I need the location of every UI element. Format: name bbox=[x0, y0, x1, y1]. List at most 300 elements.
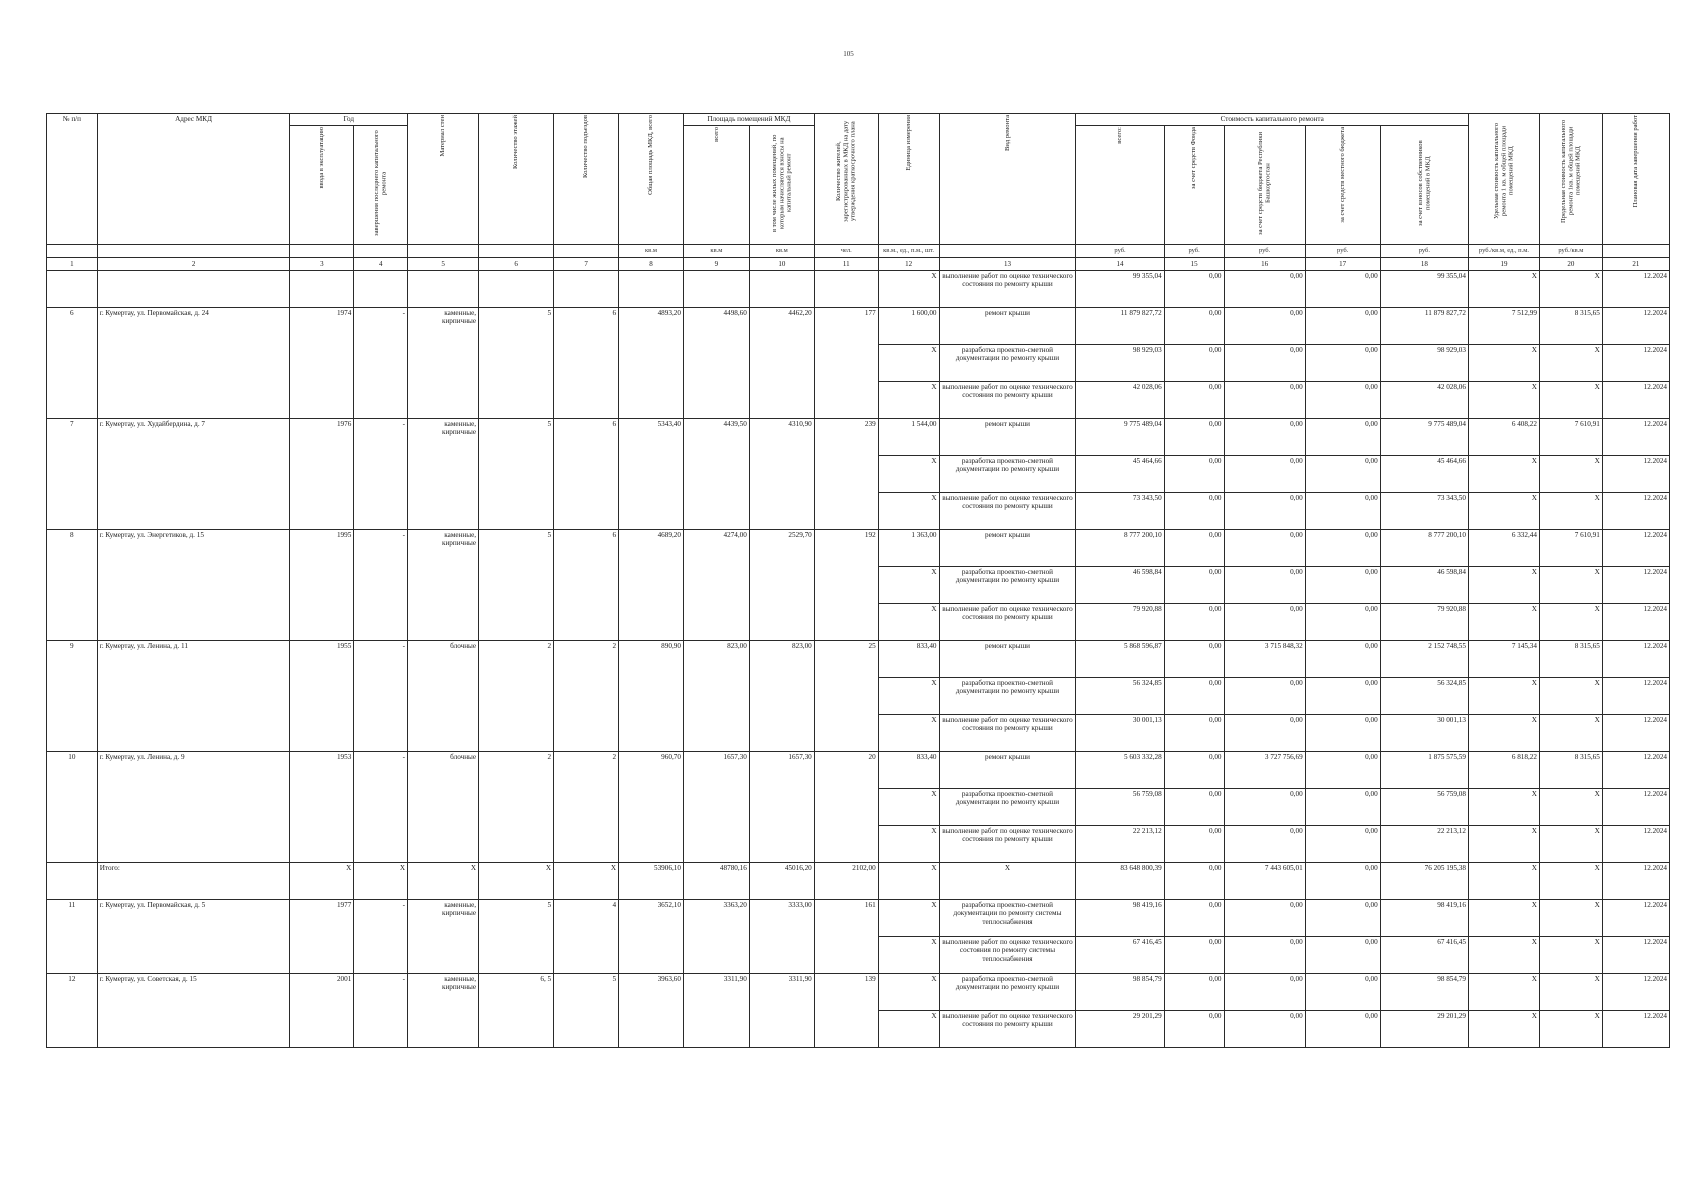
work-type-cell: разработка проектно-сметной документации по ремонту крыши bbox=[939, 345, 1076, 382]
cost-republic-cell: 0,00 bbox=[1224, 530, 1305, 567]
cost-total-cell: 56 324,85 bbox=[1076, 678, 1164, 715]
cost-fund-cell: 0,00 bbox=[1164, 974, 1224, 1011]
cost-owners-cell: 45 464,66 bbox=[1380, 456, 1468, 493]
cost-fund-cell: 0,00 bbox=[1164, 752, 1224, 789]
limit-cost-cell: X bbox=[1539, 863, 1602, 900]
cost-total-cell: 9 775 489,04 bbox=[1076, 419, 1164, 456]
cost-owners-cell: 56 324,85 bbox=[1380, 678, 1468, 715]
unit-cell: руб./кв.м bbox=[1539, 245, 1602, 258]
residents-cell: 192 bbox=[814, 530, 878, 641]
unit-cost-cell: 6 818,22 bbox=[1468, 752, 1539, 789]
column-number: 17 bbox=[1305, 258, 1380, 271]
unit-cost-cell: X bbox=[1468, 567, 1539, 604]
cost-owners-cell: 9 775 489,04 bbox=[1380, 419, 1468, 456]
column-numbers-row bbox=[47, 258, 1670, 271]
column-number: 11 bbox=[814, 258, 878, 271]
unit-cost-cell: X bbox=[1468, 493, 1539, 530]
year-commissioning-cell: X bbox=[290, 863, 354, 900]
unit-cost-cell: X bbox=[1468, 937, 1539, 974]
row-number: 7 bbox=[47, 419, 98, 530]
total-area-cell bbox=[619, 271, 684, 308]
unit-cell: кв.м bbox=[749, 245, 814, 258]
entrances-cell: 4 bbox=[554, 900, 619, 974]
unit-value-cell: 833,40 bbox=[878, 752, 939, 789]
unit-cost-cell: 6 408,22 bbox=[1468, 419, 1539, 456]
unit-value-cell: X bbox=[878, 826, 939, 863]
entrances-cell: 6 bbox=[554, 308, 619, 419]
unit-cell bbox=[354, 245, 408, 258]
work-type-cell: ремонт крыши bbox=[939, 641, 1076, 678]
header-floors: Количество этажей bbox=[479, 114, 554, 245]
column-number: 18 bbox=[1380, 258, 1468, 271]
cost-total-cell: 22 213,12 bbox=[1076, 826, 1164, 863]
cost-republic-cell: 7 443 605,01 bbox=[1224, 863, 1305, 900]
unit-value-cell: X bbox=[878, 382, 939, 419]
unit-cost-cell: 6 332,44 bbox=[1468, 530, 1539, 567]
cost-fund-cell: 0,00 bbox=[1164, 382, 1224, 419]
planned-date-cell: 12.2024 bbox=[1602, 345, 1669, 382]
floors-cell: X bbox=[479, 863, 554, 900]
planned-date-cell: 12.2024 bbox=[1602, 937, 1669, 974]
planned-date-cell: 12.2024 bbox=[1602, 641, 1669, 678]
column-number: 20 bbox=[1539, 258, 1602, 271]
cost-total-cell: 79 920,88 bbox=[1076, 604, 1164, 641]
entrances-cell: 2 bbox=[554, 641, 619, 752]
row-number: 10 bbox=[47, 752, 98, 863]
cost-total-cell: 98 854,79 bbox=[1076, 974, 1164, 1011]
header-repair-cost: Стоимость капитального ремонта bbox=[1076, 114, 1469, 126]
cost-local-cell: 0,00 bbox=[1305, 604, 1380, 641]
unit-cell bbox=[1602, 245, 1669, 258]
floors-cell: 2 bbox=[479, 752, 554, 863]
header-cost-fund: за счет средств Фонда bbox=[1164, 126, 1224, 245]
row-number: 9 bbox=[47, 641, 98, 752]
unit-cell: руб. bbox=[1224, 245, 1305, 258]
entrances-cell: 2 bbox=[554, 752, 619, 863]
unit-value-cell: X bbox=[878, 1011, 939, 1048]
total-area-cell: 3963,60 bbox=[619, 974, 684, 1048]
column-number: 2 bbox=[97, 258, 290, 271]
planned-date-cell: 12.2024 bbox=[1602, 1011, 1669, 1048]
wall-material-cell: блочные bbox=[408, 641, 479, 752]
planned-date-cell: 12.2024 bbox=[1602, 271, 1669, 308]
entrances-cell bbox=[554, 271, 619, 308]
column-number: 6 bbox=[479, 258, 554, 271]
wall-material-cell: каменные, кирпичные bbox=[408, 974, 479, 1048]
work-type-cell: выполнение работ по оценке технического состояния по ремонту крыши bbox=[939, 382, 1076, 419]
paying-area-cell: 3311,90 bbox=[749, 974, 814, 1048]
total-area-cell: 4893,20 bbox=[619, 308, 684, 419]
premises-area-cell: 1657,30 bbox=[683, 752, 749, 863]
cost-fund-cell: 0,00 bbox=[1164, 715, 1224, 752]
cost-fund-cell: 0,00 bbox=[1164, 937, 1224, 974]
limit-cost-cell: 7 610,91 bbox=[1539, 419, 1602, 456]
cost-republic-cell: 0,00 bbox=[1224, 345, 1305, 382]
cost-fund-cell: 0,00 bbox=[1164, 826, 1224, 863]
planned-date-cell: 12.2024 bbox=[1602, 604, 1669, 641]
cost-total-cell: 11 879 827,72 bbox=[1076, 308, 1164, 345]
unit-value-cell: X bbox=[878, 863, 939, 900]
cost-local-cell: 0,00 bbox=[1305, 382, 1380, 419]
unit-cell: кв.м., ед., п.м., шт. bbox=[878, 245, 939, 258]
floors-cell bbox=[479, 271, 554, 308]
limit-cost-cell: X bbox=[1539, 974, 1602, 1011]
floors-cell: 5 bbox=[479, 900, 554, 974]
year-commissioning-cell: 1953 bbox=[290, 752, 354, 863]
residents-cell: 2102,00 bbox=[814, 863, 878, 900]
work-type-cell: разработка проектно-сметной документации по ремонту системы теплоснабжения bbox=[939, 900, 1076, 937]
address-cell: Итого: bbox=[97, 863, 290, 900]
paying-area-cell: 2529,70 bbox=[749, 530, 814, 641]
planned-date-cell: 12.2024 bbox=[1602, 678, 1669, 715]
cost-local-cell: 0,00 bbox=[1305, 308, 1380, 345]
limit-cost-cell: 7 610,91 bbox=[1539, 530, 1602, 567]
total-area-cell: 960,70 bbox=[619, 752, 684, 863]
cost-local-cell: 0,00 bbox=[1305, 530, 1380, 567]
column-number: 5 bbox=[408, 258, 479, 271]
year-commissioning-cell: 1974 bbox=[290, 308, 354, 419]
unit-cost-cell: X bbox=[1468, 1011, 1539, 1048]
year-last-repair-cell: - bbox=[354, 974, 408, 1048]
cost-owners-cell: 67 416,45 bbox=[1380, 937, 1468, 974]
unit-cost-cell: X bbox=[1468, 789, 1539, 826]
unit-value-cell: 1 600,00 bbox=[878, 308, 939, 345]
planned-date-cell: 12.2024 bbox=[1602, 308, 1669, 345]
year-commissioning-cell bbox=[290, 271, 354, 308]
header-year-last-repair: завершения последнего капитального ремонта bbox=[354, 126, 408, 245]
cost-local-cell: 0,00 bbox=[1305, 493, 1380, 530]
address-cell: г. Кумертау, ул. Ленина, д. 11 bbox=[97, 641, 290, 752]
cost-local-cell: 0,00 bbox=[1305, 456, 1380, 493]
table-row bbox=[47, 900, 1670, 937]
limit-cost-cell: X bbox=[1539, 456, 1602, 493]
header-cost-total: всего: bbox=[1076, 126, 1164, 245]
limit-cost-cell: X bbox=[1539, 604, 1602, 641]
cost-owners-cell: 42 028,06 bbox=[1380, 382, 1468, 419]
unit-cost-cell: X bbox=[1468, 456, 1539, 493]
cost-fund-cell: 0,00 bbox=[1164, 271, 1224, 308]
cost-republic-cell: 3 727 756,69 bbox=[1224, 752, 1305, 789]
floors-cell: 6, 5 bbox=[479, 974, 554, 1048]
cost-total-cell: 29 201,29 bbox=[1076, 1011, 1164, 1048]
address-cell: г. Кумертау, ул. Худайбердина, д. 7 bbox=[97, 419, 290, 530]
unit-value-cell: X bbox=[878, 789, 939, 826]
planned-date-cell: 12.2024 bbox=[1602, 419, 1669, 456]
column-number: 3 bbox=[290, 258, 354, 271]
limit-cost-cell: X bbox=[1539, 382, 1602, 419]
limit-cost-cell: X bbox=[1539, 715, 1602, 752]
cost-republic-cell: 0,00 bbox=[1224, 678, 1305, 715]
table-row bbox=[47, 974, 1670, 1011]
wall-material-cell: каменные, кирпичные bbox=[408, 530, 479, 641]
cost-total-cell: 99 355,04 bbox=[1076, 271, 1164, 308]
residents-cell: 25 bbox=[814, 641, 878, 752]
paying-area-cell: 4310,90 bbox=[749, 419, 814, 530]
unit-value-cell: X bbox=[878, 456, 939, 493]
cost-owners-cell: 56 759,08 bbox=[1380, 789, 1468, 826]
header-limit-cost: Предельная стоимость капитального ремонта 1кв. м общей площади помещений МКД bbox=[1539, 114, 1602, 245]
cost-local-cell: 0,00 bbox=[1305, 641, 1380, 678]
work-type-cell: разработка проектно-сметной документации по ремонту крыши bbox=[939, 567, 1076, 604]
cost-local-cell: 0,00 bbox=[1305, 1011, 1380, 1048]
cost-total-cell: 98 419,16 bbox=[1076, 900, 1164, 937]
cost-local-cell: 0,00 bbox=[1305, 567, 1380, 604]
work-type-cell: разработка проектно-сметной документации по ремонту крыши bbox=[939, 789, 1076, 826]
cost-owners-cell: 1 875 575,59 bbox=[1380, 752, 1468, 789]
planned-date-cell: 12.2024 bbox=[1602, 567, 1669, 604]
year-commissioning-cell: 1955 bbox=[290, 641, 354, 752]
cost-fund-cell: 0,00 bbox=[1164, 530, 1224, 567]
work-type-cell: выполнение работ по оценке технического состояния по ремонту крыши bbox=[939, 826, 1076, 863]
total-area-cell: 4689,20 bbox=[619, 530, 684, 641]
total-area-cell: 890,90 bbox=[619, 641, 684, 752]
column-number: 13 bbox=[939, 258, 1076, 271]
unit-cell bbox=[290, 245, 354, 258]
address-cell bbox=[97, 271, 290, 308]
work-type-cell: ремонт крыши bbox=[939, 530, 1076, 567]
residents-cell: 239 bbox=[814, 419, 878, 530]
page-number: 105 bbox=[843, 50, 854, 58]
cost-republic-cell: 0,00 bbox=[1224, 271, 1305, 308]
floors-cell: 5 bbox=[479, 419, 554, 530]
cost-fund-cell: 0,00 bbox=[1164, 493, 1224, 530]
wall-material-cell: каменные, кирпичные bbox=[408, 308, 479, 419]
cost-total-cell: 5 603 332,28 bbox=[1076, 752, 1164, 789]
cost-local-cell: 0,00 bbox=[1305, 937, 1380, 974]
header-cost-local: за счет средств местного бюджета bbox=[1305, 126, 1380, 245]
unit-value-cell: X bbox=[878, 678, 939, 715]
work-type-cell: выполнение работ по оценке технического состояния по ремонту крыши bbox=[939, 493, 1076, 530]
residents-cell bbox=[814, 271, 878, 308]
unit-value-cell: X bbox=[878, 567, 939, 604]
table-body bbox=[47, 271, 1670, 1048]
paying-area-cell: 823,00 bbox=[749, 641, 814, 752]
limit-cost-cell: 8 315,65 bbox=[1539, 641, 1602, 678]
header-address: Адрес МКД bbox=[97, 114, 290, 245]
table-row bbox=[47, 863, 1670, 900]
wall-material-cell: блочные bbox=[408, 752, 479, 863]
cost-local-cell: 0,00 bbox=[1305, 789, 1380, 826]
work-type-cell: выполнение работ по оценке технического состояния по ремонту крыши bbox=[939, 1011, 1076, 1048]
premises-area-cell: 3311,90 bbox=[683, 974, 749, 1048]
unit-cell bbox=[408, 245, 479, 258]
column-number: 14 bbox=[1076, 258, 1164, 271]
cost-owners-cell: 98 929,03 bbox=[1380, 345, 1468, 382]
work-type-cell: выполнение работ по оценке технического состояния по ремонту крыши bbox=[939, 604, 1076, 641]
cost-republic-cell: 0,00 bbox=[1224, 493, 1305, 530]
work-type-cell: разработка проектно-сметной документации по ремонту крыши bbox=[939, 678, 1076, 715]
table-row bbox=[47, 641, 1670, 678]
cost-owners-cell: 11 879 827,72 bbox=[1380, 308, 1468, 345]
cost-total-cell: 56 759,08 bbox=[1076, 789, 1164, 826]
residents-cell: 20 bbox=[814, 752, 878, 863]
planned-date-cell: 12.2024 bbox=[1602, 752, 1669, 789]
cost-local-cell: 0,00 bbox=[1305, 974, 1380, 1011]
column-number: 9 bbox=[683, 258, 749, 271]
work-type-cell: ремонт крыши bbox=[939, 419, 1076, 456]
unit-value-cell: X bbox=[878, 345, 939, 382]
table-row bbox=[47, 752, 1670, 789]
premises-area-cell: 48780,16 bbox=[683, 863, 749, 900]
cost-fund-cell: 0,00 bbox=[1164, 604, 1224, 641]
year-last-repair-cell: - bbox=[354, 419, 408, 530]
work-type-cell: выполнение работ по оценке технического состояния по ремонту крыши bbox=[939, 715, 1076, 752]
entrances-cell: 5 bbox=[554, 974, 619, 1048]
column-number: 10 bbox=[749, 258, 814, 271]
premises-area-cell bbox=[683, 271, 749, 308]
limit-cost-cell: X bbox=[1539, 345, 1602, 382]
premises-area-cell: 4274,00 bbox=[683, 530, 749, 641]
limit-cost-cell: X bbox=[1539, 789, 1602, 826]
wall-material-cell bbox=[408, 271, 479, 308]
cost-local-cell: 0,00 bbox=[1305, 752, 1380, 789]
cost-total-cell: 98 929,03 bbox=[1076, 345, 1164, 382]
cost-total-cell: 73 343,50 bbox=[1076, 493, 1164, 530]
cost-owners-cell: 22 213,12 bbox=[1380, 826, 1468, 863]
cost-local-cell: 0,00 bbox=[1305, 900, 1380, 937]
column-number: 8 bbox=[619, 258, 684, 271]
cost-owners-cell: 46 598,84 bbox=[1380, 567, 1468, 604]
unit-cell bbox=[97, 245, 290, 258]
planned-date-cell: 12.2024 bbox=[1602, 715, 1669, 752]
header-wall-material: Материал стен bbox=[408, 114, 479, 245]
premises-area-cell: 3363,20 bbox=[683, 900, 749, 974]
unit-cell: кв.м bbox=[683, 245, 749, 258]
header-work-type: Вид ремонта bbox=[939, 114, 1076, 245]
cost-fund-cell: 0,00 bbox=[1164, 456, 1224, 493]
wall-material-cell: каменные, кирпичные bbox=[408, 419, 479, 530]
cost-fund-cell: 0,00 bbox=[1164, 308, 1224, 345]
unit-cost-cell: X bbox=[1468, 900, 1539, 937]
total-area-cell: 53906,10 bbox=[619, 863, 684, 900]
cost-owners-cell: 99 355,04 bbox=[1380, 271, 1468, 308]
planned-date-cell: 12.2024 bbox=[1602, 826, 1669, 863]
row-number: 6 bbox=[47, 308, 98, 419]
paying-area-cell bbox=[749, 271, 814, 308]
unit-value-cell: X bbox=[878, 604, 939, 641]
header-unit: Единица измерения bbox=[878, 114, 939, 245]
unit-cost-cell: 7 512,99 bbox=[1468, 308, 1539, 345]
unit-cell: руб. bbox=[1380, 245, 1468, 258]
limit-cost-cell: X bbox=[1539, 826, 1602, 863]
column-number: 1 bbox=[47, 258, 98, 271]
wall-material-cell: X bbox=[408, 863, 479, 900]
entrances-cell: 6 bbox=[554, 419, 619, 530]
paying-area-cell: 3333,00 bbox=[749, 900, 814, 974]
header-year-commissioning: ввода в эксплуатацию bbox=[290, 126, 354, 245]
cost-total-cell: 45 464,66 bbox=[1076, 456, 1164, 493]
cost-republic-cell: 0,00 bbox=[1224, 1011, 1305, 1048]
unit-value-cell: 1 544,00 bbox=[878, 419, 939, 456]
row-number bbox=[47, 863, 98, 900]
residents-cell: 139 bbox=[814, 974, 878, 1048]
year-commissioning-cell: 1976 bbox=[290, 419, 354, 530]
cost-republic-cell: 0,00 bbox=[1224, 604, 1305, 641]
unit-cost-cell: X bbox=[1468, 715, 1539, 752]
cost-owners-cell: 98 419,16 bbox=[1380, 900, 1468, 937]
column-number: 4 bbox=[354, 258, 408, 271]
header-year: Год bbox=[290, 114, 408, 126]
planned-date-cell: 12.2024 bbox=[1602, 863, 1669, 900]
unit-cost-cell: X bbox=[1468, 604, 1539, 641]
cost-owners-cell: 2 152 748,55 bbox=[1380, 641, 1468, 678]
work-type-cell: разработка проектно-сметной документации по ремонту крыши bbox=[939, 974, 1076, 1011]
column-number: 16 bbox=[1224, 258, 1305, 271]
limit-cost-cell: X bbox=[1539, 937, 1602, 974]
cost-republic-cell: 0,00 bbox=[1224, 826, 1305, 863]
wall-material-cell: каменные, кирпичные bbox=[408, 900, 479, 974]
year-last-repair-cell bbox=[354, 271, 408, 308]
work-type-cell: ремонт крыши bbox=[939, 308, 1076, 345]
year-last-repair-cell: - bbox=[354, 752, 408, 863]
cost-fund-cell: 0,00 bbox=[1164, 863, 1224, 900]
cost-fund-cell: 0,00 bbox=[1164, 419, 1224, 456]
limit-cost-cell: X bbox=[1539, 271, 1602, 308]
cost-owners-cell: 73 343,50 bbox=[1380, 493, 1468, 530]
floors-cell: 2 bbox=[479, 641, 554, 752]
cost-owners-cell: 30 001,13 bbox=[1380, 715, 1468, 752]
unit-cost-cell: X bbox=[1468, 271, 1539, 308]
cost-local-cell: 0,00 bbox=[1305, 419, 1380, 456]
cost-local-cell: 0,00 bbox=[1305, 678, 1380, 715]
unit-cell bbox=[939, 245, 1076, 258]
unit-cell: руб. bbox=[1305, 245, 1380, 258]
header-premises-area: Площадь помещений МКД bbox=[683, 114, 814, 126]
cost-local-cell: 0,00 bbox=[1305, 715, 1380, 752]
cost-local-cell: 0,00 bbox=[1305, 863, 1380, 900]
cost-republic-cell: 0,00 bbox=[1224, 900, 1305, 937]
cost-republic-cell: 0,00 bbox=[1224, 789, 1305, 826]
cost-fund-cell: 0,00 bbox=[1164, 345, 1224, 382]
row-number: 8 bbox=[47, 530, 98, 641]
cost-total-cell: 46 598,84 bbox=[1076, 567, 1164, 604]
unit-cost-cell: X bbox=[1468, 863, 1539, 900]
header-cost-owners: за счет взносов собственников помещений в МКД bbox=[1380, 126, 1468, 245]
residents-cell: 177 bbox=[814, 308, 878, 419]
address-cell: г. Кумертау, ул. Ленина, д. 9 bbox=[97, 752, 290, 863]
year-commissioning-cell: 2001 bbox=[290, 974, 354, 1048]
cost-owners-cell: 79 920,88 bbox=[1380, 604, 1468, 641]
header-entrances: Количество подъездов bbox=[554, 114, 619, 245]
unit-cell: руб. bbox=[1164, 245, 1224, 258]
cost-republic-cell: 0,00 bbox=[1224, 308, 1305, 345]
premises-area-cell: 4498,60 bbox=[683, 308, 749, 419]
header-premises-total: всего bbox=[683, 126, 749, 245]
unit-value-cell: X bbox=[878, 900, 939, 937]
column-number: 7 bbox=[554, 258, 619, 271]
cost-total-cell: 8 777 200,10 bbox=[1076, 530, 1164, 567]
unit-cell bbox=[47, 245, 98, 258]
limit-cost-cell: X bbox=[1539, 900, 1602, 937]
cost-total-cell: 67 416,45 bbox=[1076, 937, 1164, 974]
unit-value-cell: X bbox=[878, 715, 939, 752]
unit-value-cell: X bbox=[878, 493, 939, 530]
planned-date-cell: 12.2024 bbox=[1602, 382, 1669, 419]
entrances-cell: X bbox=[554, 863, 619, 900]
cost-fund-cell: 0,00 bbox=[1164, 678, 1224, 715]
work-type-cell: выполнение работ по оценке технического состояния по ремонту крыши bbox=[939, 271, 1076, 308]
address-cell: г. Кумертау, ул. Советская, д. 15 bbox=[97, 974, 290, 1048]
paying-area-cell: 1657,30 bbox=[749, 752, 814, 863]
cost-total-cell: 5 868 596,87 bbox=[1076, 641, 1164, 678]
year-last-repair-cell: - bbox=[354, 530, 408, 641]
cost-republic-cell: 0,00 bbox=[1224, 715, 1305, 752]
unit-cell: руб. bbox=[1076, 245, 1164, 258]
limit-cost-cell: X bbox=[1539, 1011, 1602, 1048]
planned-date-cell: 12.2024 bbox=[1602, 974, 1669, 1011]
floors-cell: 5 bbox=[479, 530, 554, 641]
work-type-cell: ремонт крыши bbox=[939, 752, 1076, 789]
